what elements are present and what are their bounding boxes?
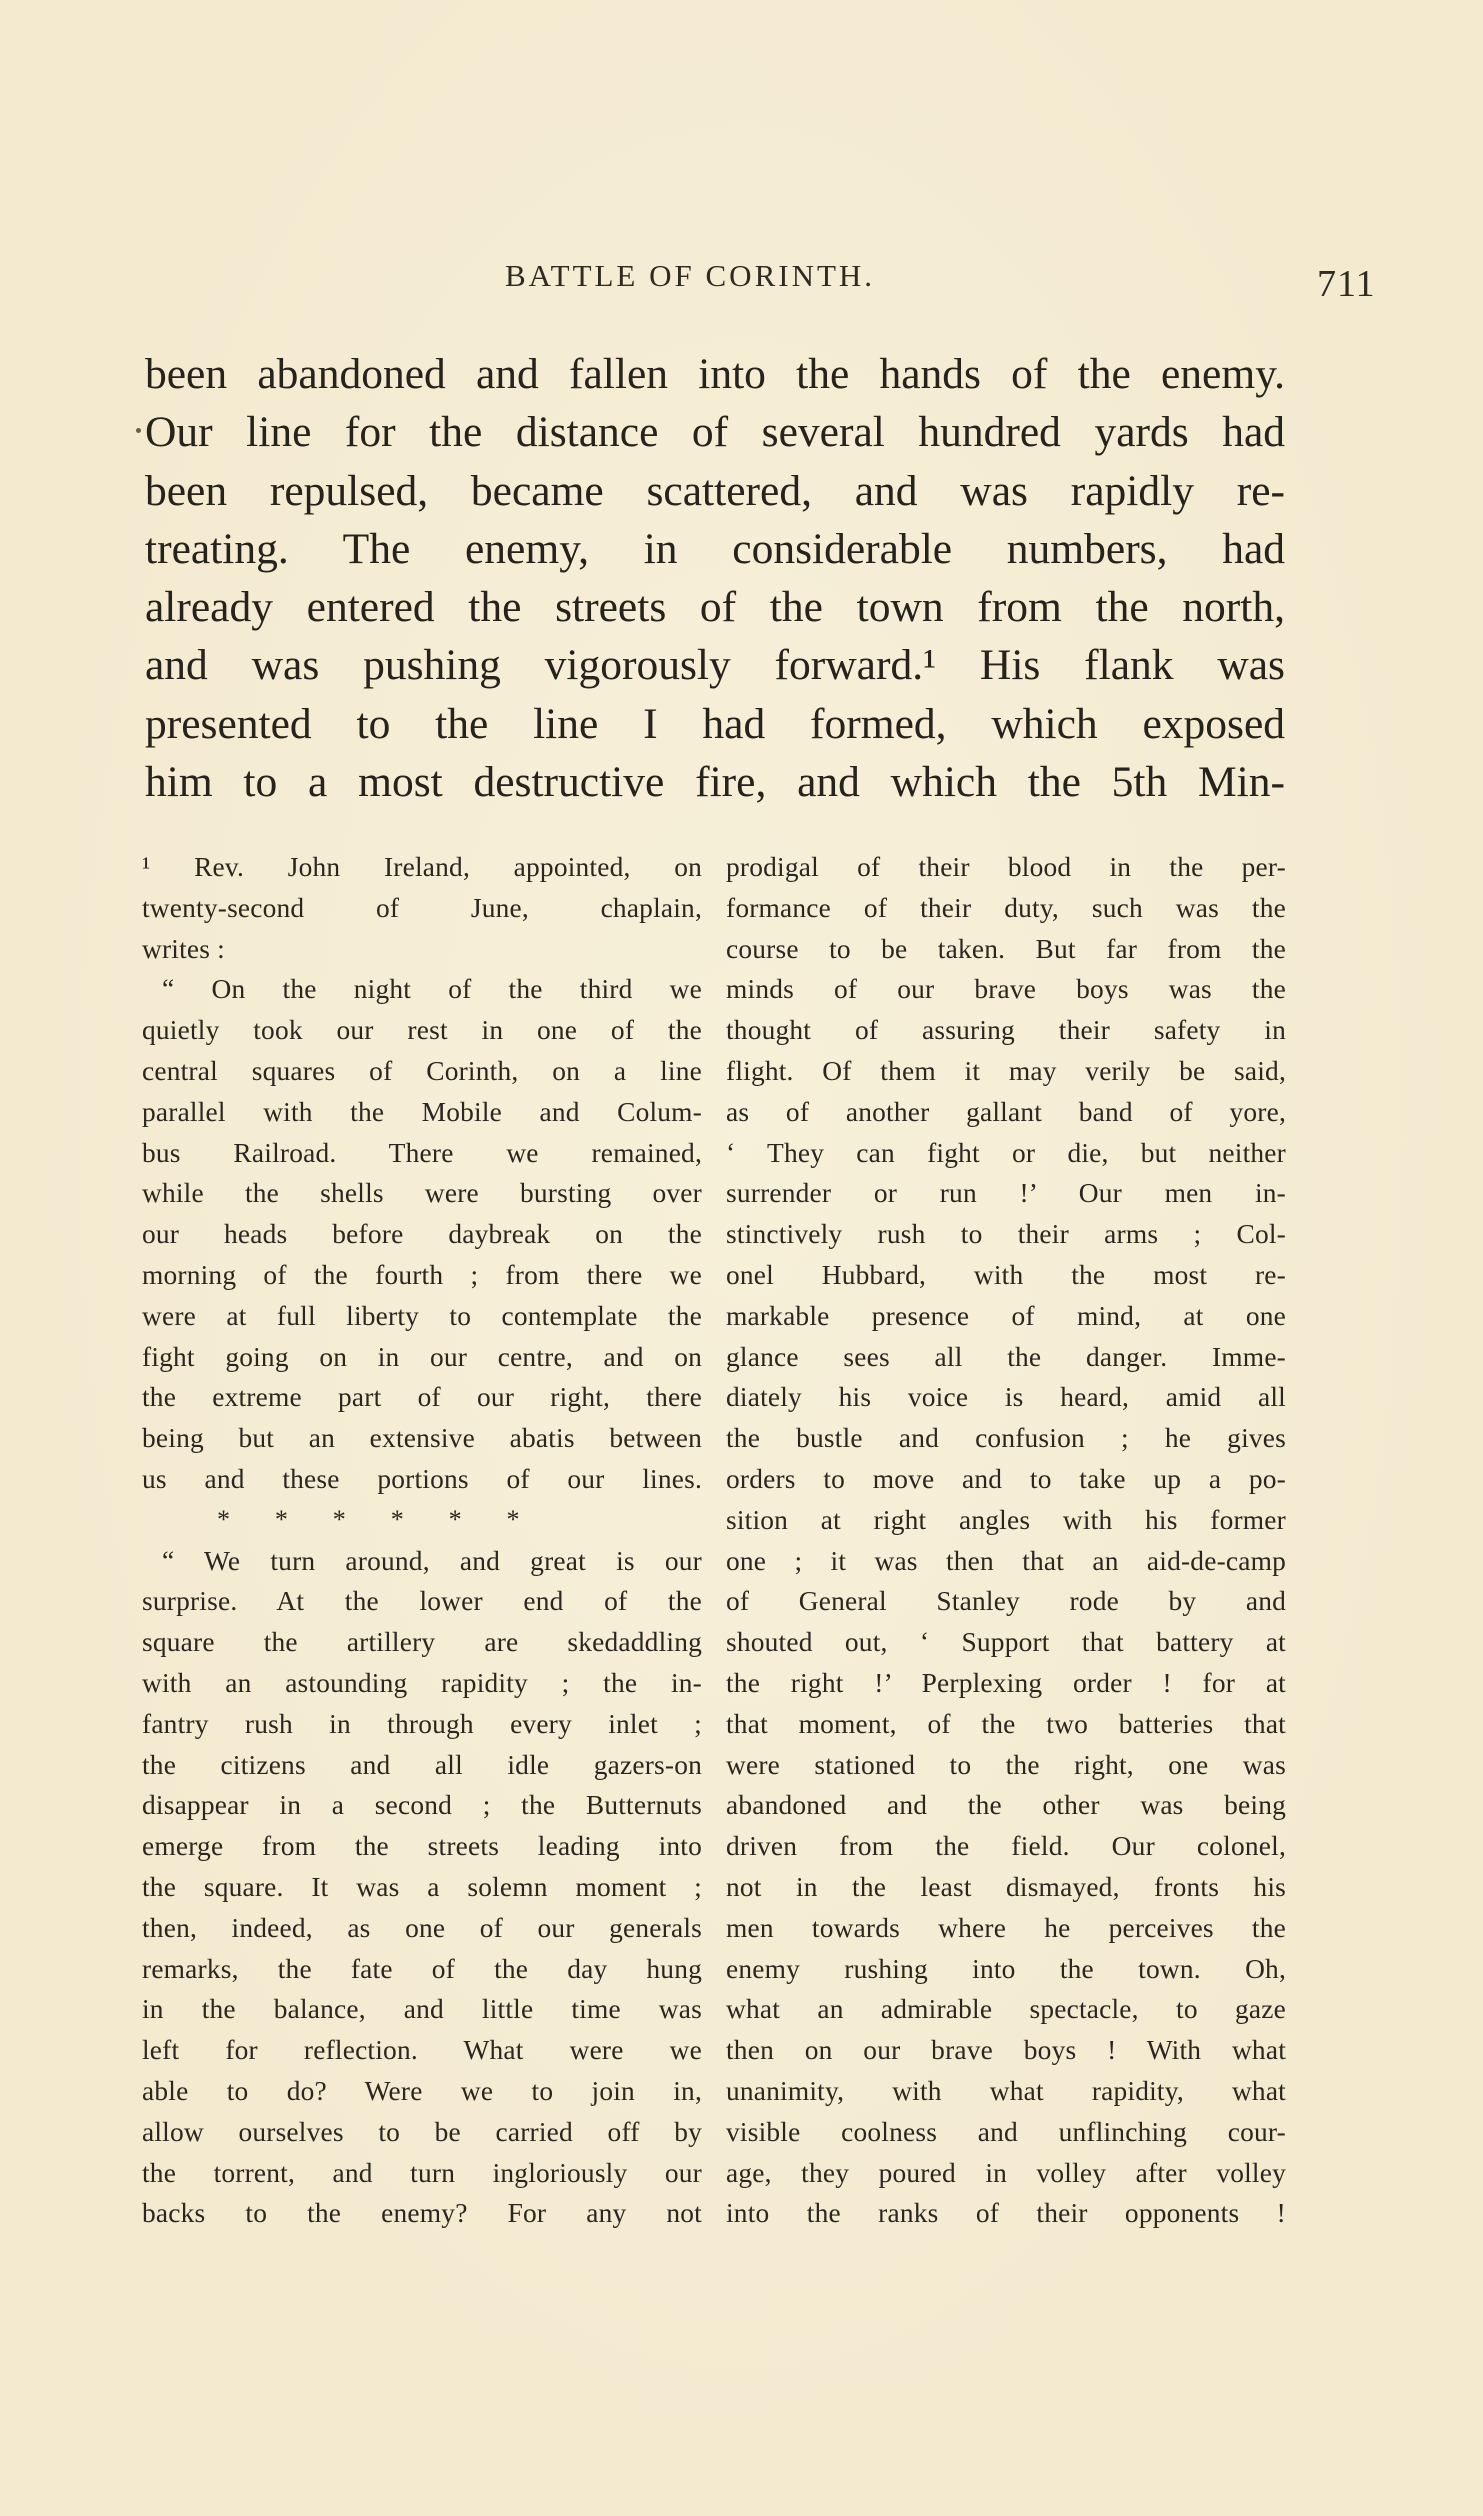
footnote-line: into the ranks of their opponents ! [726, 2198, 1286, 2229]
footnote-line: ‘ They can fight or die, but neither [726, 1137, 1286, 1168]
footnote-line: able to do? Were we to join in, [142, 2075, 702, 2106]
footnote-line: diately his voice is heard, amid all [726, 1382, 1286, 1413]
footnote-line: disappear in a second ; the Butternuts [142, 1790, 702, 1821]
footnote-line: remarks, the fate of the day hung [142, 1953, 702, 1984]
footnote-line: fight going on in our centre, and on [142, 1341, 702, 1372]
footnote-line: then, indeed, as one of our generals [142, 1912, 702, 1943]
footnote-line: the square. It was a solemn moment ; [142, 1871, 702, 1902]
footnote-line: then on our brave boys ! With what [726, 2035, 1286, 2066]
footnote-line: onel Hubbard, with the most re- [726, 1259, 1286, 1290]
footnote-line: backs to the enemy? For any not [142, 2198, 702, 2229]
footnote-line: minds of our brave boys was the [726, 974, 1286, 1005]
asterism: * * * * * * [217, 1504, 520, 1534]
footnote-line: the torrent, and turn ingloriously our [142, 2157, 702, 2188]
footnote-line: markable presence of mind, at one [726, 1300, 1286, 1331]
footnote-line: what an admirable spectacle, to gaze [726, 1994, 1286, 2025]
main-text-line: been repulsed, became scattered, and was rapidly re- [145, 466, 1285, 515]
footnote-line: formance of their duty, such was the [726, 892, 1286, 923]
footnote-line: men towards where he perceives the [726, 1912, 1286, 1943]
page-number: 711 [1317, 263, 1376, 305]
footnote-line: flight. Of them it may verily be said, [726, 1055, 1286, 1086]
footnote-line: our heads before daybreak on the [142, 1219, 702, 1250]
main-text-line: presented to the line I had formed, which exposed [145, 699, 1285, 748]
footnote-line: emerge from the streets leading into [142, 1831, 702, 1862]
footnote-line: “ We turn around, and great is our [162, 1545, 702, 1576]
main-text-block [145, 345, 1285, 811]
footnote-line: course to be taken. But far from the [726, 933, 1286, 964]
footnote-line: abandoned and the other was being [726, 1790, 1286, 1821]
footnote-line: the citizens and all idle gazers-on [142, 1749, 702, 1780]
footnote-line: visible coolness and unflinching cour- [726, 2116, 1286, 2147]
footnote-line: shouted out, ‘ Support that battery at [726, 1627, 1286, 1658]
footnote-line: being but an extensive abatis between [142, 1423, 702, 1454]
footnote-line: sition at right angles with his former [726, 1504, 1286, 1535]
footnote-line: with an astounding rapidity ; the in- [142, 1667, 702, 1698]
footnote-line: twenty-second of June, chaplain, [142, 892, 702, 923]
footnote-left-column [142, 847, 702, 2234]
footnote-line: surrender or run !’ Our men in- [726, 1178, 1286, 1209]
footnote-line: as of another gallant band of yore, [726, 1096, 1286, 1127]
main-text-line: already entered the streets of the town from the north, [145, 583, 1285, 632]
footnote-line: not in the least dismayed, fronts his [726, 1871, 1286, 1902]
footnote-right-column [726, 847, 1286, 2234]
running-head: BATTLE OF CORINTH. [505, 258, 876, 293]
footnote-line: while the shells were bursting over [142, 1178, 702, 1209]
main-text-line: and was pushing vigorously forward.¹ His flank was [145, 641, 1285, 690]
footnote-line: “ On the night of the third we [162, 974, 702, 1005]
main-text-line: treating. The enemy, in considerable numbers, had [145, 524, 1285, 573]
footnote-line: orders to move and to take up a po- [726, 1463, 1286, 1494]
footnote-line: left for reflection. What were we [142, 2035, 702, 2066]
footnote-line: the extreme part of our right, there [142, 1382, 702, 1413]
footnote-line: the bustle and confusion ; he gives [726, 1423, 1286, 1454]
footnote-line: one ; it was then that an aid-de-camp [726, 1545, 1286, 1576]
footnote-line: allow ourselves to be carried off by [142, 2116, 702, 2147]
footnote-line: were at full liberty to contemplate the [142, 1300, 702, 1331]
footnote-line: central squares of Corinth, on a line [142, 1055, 702, 1086]
footnote-line: age, they poured in volley after volley [726, 2157, 1286, 2188]
main-text-line: Our line for the distance of several hundred yards had [145, 408, 1285, 457]
footnote-line: parallel with the Mobile and Colum- [142, 1096, 702, 1127]
footnote-line: were stationed to the right, one was [726, 1749, 1286, 1780]
footnote-line: quietly took our rest in one of the [142, 1015, 702, 1046]
main-text-line: him to a most destructive fire, and which the 5th Min- [145, 758, 1285, 807]
footnote-line: bus Railroad. There we remained, [142, 1137, 702, 1168]
footnote-line: glance sees all the danger. Imme- [726, 1341, 1286, 1372]
footnote-line: surprise. At the lower end of the [142, 1586, 702, 1617]
footnote-line: thought of assuring their safety in [726, 1015, 1286, 1046]
footnote-line: writes : [142, 933, 225, 964]
main-text-line: been abandoned and fallen into the hands of the enemy. [145, 350, 1285, 398]
footnote-line: fantry rush in through every inlet ; [142, 1708, 702, 1739]
paper-speck [136, 428, 141, 433]
footnote-line: us and these portions of our lines. [142, 1463, 702, 1494]
footnote-line: of General Stanley rode by and [726, 1586, 1286, 1617]
footnote-line: that moment, of the two batteries that [726, 1708, 1286, 1739]
footnote-line: driven from the field. Our colonel, [726, 1831, 1286, 1862]
footnote-line: prodigal of their blood in the per- [726, 852, 1286, 882]
footnote-line: square the artillery are skedaddling [142, 1627, 702, 1658]
footnote-line: morning of the fourth ; from there we [142, 1259, 702, 1290]
footnote-line: in the balance, and little time was [142, 1994, 702, 2025]
footnote-line: unanimity, with what rapidity, what [726, 2075, 1286, 2106]
footnote-line: the right !’ Perplexing order ! for at [726, 1667, 1286, 1698]
footnote-line: enemy rushing into the town. Oh, [726, 1953, 1286, 1984]
footnote-line: ¹ Rev. John Ireland, appointed, on [142, 852, 702, 882]
footnote-line: stinctively rush to their arms ; Col- [726, 1219, 1286, 1250]
